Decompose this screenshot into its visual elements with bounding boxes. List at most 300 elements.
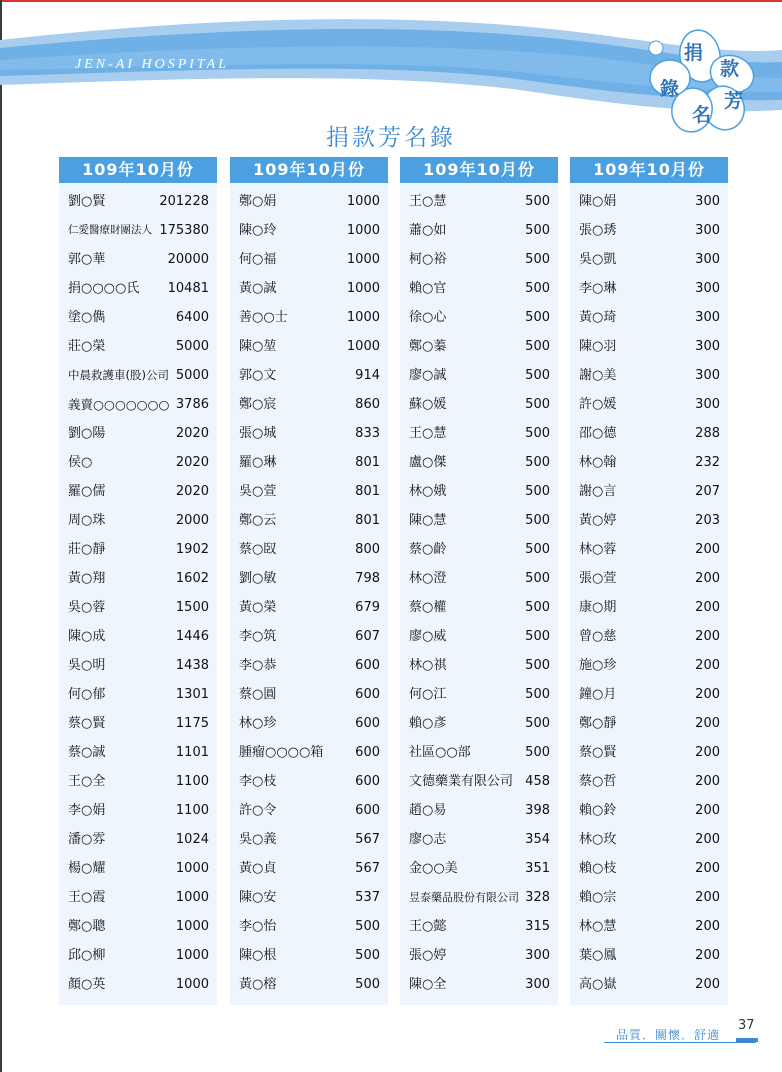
donation-amount: 1100 xyxy=(175,774,209,789)
donor-row xyxy=(59,332,217,361)
donor-name: 許○令 xyxy=(239,803,277,818)
donor-row xyxy=(230,825,388,854)
donor-name: 何○福 xyxy=(239,252,277,267)
donor-name: 莊○靜 xyxy=(68,542,106,557)
donation-amount: 1000 xyxy=(346,281,380,296)
donor-row xyxy=(570,419,728,448)
donor-row xyxy=(570,941,728,970)
donor-row xyxy=(400,477,558,506)
donor-name: 曾○慈 xyxy=(579,629,617,644)
donor-name: 趙○易 xyxy=(409,803,447,818)
donation-amount: 1000 xyxy=(346,194,380,209)
donor-row xyxy=(230,187,388,216)
donor-row xyxy=(59,419,217,448)
donor-name: 鄭○宸 xyxy=(239,397,277,412)
donor-row xyxy=(230,274,388,303)
donor-name: 柯○裕 xyxy=(409,252,447,267)
donor-name: 吳○蓉 xyxy=(68,600,106,615)
donation-amount: 500 xyxy=(525,745,550,760)
donor-row xyxy=(400,332,558,361)
donor-row xyxy=(400,448,558,477)
donation-amount: 1902 xyxy=(175,542,209,557)
donor-name: 王○慧 xyxy=(409,426,447,441)
donation-amount: 201228 xyxy=(159,194,209,209)
donor-name: 王○懿 xyxy=(409,919,447,934)
donor-row xyxy=(570,274,728,303)
donor-name: 李○恭 xyxy=(239,658,277,673)
donor-name: 黃○翔 xyxy=(68,571,106,586)
page-number: 37 xyxy=(738,1018,755,1033)
donor-name: 莊○榮 xyxy=(68,339,106,354)
donor-name: 羅○琳 xyxy=(239,455,277,470)
donor-name: 中晨救護車(股)公司 xyxy=(68,368,169,382)
donation-amount: 1000 xyxy=(175,977,209,992)
donation-amount: 798 xyxy=(355,571,380,586)
donation-amount: 500 xyxy=(525,281,550,296)
donation-amount: 354 xyxy=(525,832,550,847)
donor-row xyxy=(570,303,728,332)
donor-row xyxy=(230,477,388,506)
donation-amount: 200 xyxy=(695,774,720,789)
donation-amount: 200 xyxy=(695,832,720,847)
donation-amount: 300 xyxy=(695,252,720,267)
donor-name: 侯○ xyxy=(68,455,93,470)
donor-name: 陳○成 xyxy=(68,629,106,644)
donor-row xyxy=(400,361,558,390)
donor-column xyxy=(230,157,388,1005)
donor-row xyxy=(570,535,728,564)
donor-row xyxy=(400,912,558,941)
donor-row xyxy=(570,477,728,506)
donation-amount: 200 xyxy=(695,919,720,934)
donor-name: 張○萱 xyxy=(579,571,617,586)
donor-row xyxy=(59,564,217,593)
donor-row xyxy=(570,854,728,883)
donor-row xyxy=(59,506,217,535)
footer-slogan: 品質．關懷．舒適 xyxy=(616,1028,721,1042)
donor-name: 吳○萱 xyxy=(239,484,277,499)
donation-amount: 300 xyxy=(695,397,720,412)
donor-name: 陳○娟 xyxy=(579,194,617,209)
donor-name: 賴○官 xyxy=(409,281,447,296)
donor-name: 義賣○○○○○○○ xyxy=(68,397,170,412)
donation-amount: 300 xyxy=(525,948,550,963)
donation-amount: 1602 xyxy=(175,571,209,586)
donation-amount: 500 xyxy=(525,310,550,325)
donor-row xyxy=(570,361,728,390)
donor-name: 黃○貞 xyxy=(239,861,277,876)
donor-row xyxy=(59,448,217,477)
donation-amount: 5000 xyxy=(175,368,209,383)
donor-row xyxy=(59,912,217,941)
donation-amount: 2020 xyxy=(175,426,209,441)
donation-amount: 300 xyxy=(695,194,720,209)
left-border xyxy=(0,0,2,1072)
donor-row xyxy=(570,912,728,941)
donation-amount: 207 xyxy=(695,484,720,499)
donor-row xyxy=(59,361,217,390)
donation-amount: 232 xyxy=(695,455,720,470)
donor-name: 鄭○靜 xyxy=(579,716,617,731)
donor-row xyxy=(570,825,728,854)
donor-name: 黃○婷 xyxy=(579,513,617,528)
donor-name: 塗○儁 xyxy=(68,310,106,325)
donor-name: 鄭○云 xyxy=(239,513,277,528)
donor-name: 文德藥業有限公司 xyxy=(409,774,514,789)
donor-name: 賴○宗 xyxy=(579,890,617,905)
donation-amount: 860 xyxy=(355,397,380,412)
donor-row xyxy=(230,651,388,680)
donor-row xyxy=(59,854,217,883)
donation-amount: 300 xyxy=(695,310,720,325)
donation-amount: 600 xyxy=(355,687,380,702)
donor-row xyxy=(400,767,558,796)
hospital-name: JEN-AI HOSPITAL xyxy=(75,57,229,72)
donation-amount: 200 xyxy=(695,542,720,557)
donor-row xyxy=(59,622,217,651)
donation-amount: 200 xyxy=(695,803,720,818)
donor-row xyxy=(400,854,558,883)
donor-row xyxy=(400,825,558,854)
donation-amount: 500 xyxy=(355,977,380,992)
donor-name: 蔡○賢 xyxy=(579,745,617,760)
donor-row xyxy=(230,448,388,477)
donor-row xyxy=(230,796,388,825)
donor-row xyxy=(230,332,388,361)
donor-name: 徐○心 xyxy=(409,310,447,325)
donor-row xyxy=(59,738,217,767)
donor-row xyxy=(400,796,558,825)
donor-row xyxy=(59,593,217,622)
donor-row xyxy=(570,245,728,274)
page-title: 捐款芳名錄 xyxy=(326,125,456,151)
donation-amount: 801 xyxy=(355,455,380,470)
donor-name: 施○珍 xyxy=(579,658,617,673)
donation-amount: 1000 xyxy=(346,223,380,238)
donation-amount: 5000 xyxy=(175,339,209,354)
badge-char: 名 xyxy=(692,104,712,126)
donation-amount: 6400 xyxy=(175,310,209,325)
donor-name: 王○全 xyxy=(68,774,106,789)
donation-amount: 607 xyxy=(355,629,380,644)
donor-row xyxy=(230,216,388,245)
donor-name: 李○怡 xyxy=(239,919,277,934)
donor-name: 王○慧 xyxy=(409,194,447,209)
donation-amount: 914 xyxy=(355,368,380,383)
donor-row xyxy=(570,564,728,593)
donation-amount: 1446 xyxy=(175,629,209,644)
donor-row xyxy=(400,245,558,274)
donor-row xyxy=(570,796,728,825)
donor-rows xyxy=(59,183,217,999)
badge-char: 款 xyxy=(720,58,740,80)
donor-row xyxy=(59,535,217,564)
donation-amount: 537 xyxy=(355,890,380,905)
donor-row xyxy=(400,680,558,709)
donor-name: 康○期 xyxy=(579,600,617,615)
donation-amount: 500 xyxy=(525,194,550,209)
donor-name: 鐘○月 xyxy=(579,687,617,702)
donor-row xyxy=(400,390,558,419)
donor-name: 陳○玲 xyxy=(239,223,277,238)
donation-amount: 300 xyxy=(695,223,720,238)
donation-amount: 1000 xyxy=(346,252,380,267)
donor-row xyxy=(230,912,388,941)
donation-amount: 600 xyxy=(355,803,380,818)
donor-column xyxy=(570,157,728,1005)
donor-name: 李○筑 xyxy=(239,629,277,644)
donation-amount: 1000 xyxy=(175,948,209,963)
donor-name: 陳○堃 xyxy=(239,339,277,354)
donor-row xyxy=(570,216,728,245)
donor-name: 陳○安 xyxy=(239,890,277,905)
donor-row xyxy=(570,390,728,419)
donor-name: 善○○士 xyxy=(239,310,288,325)
donor-name: 林○澄 xyxy=(409,571,447,586)
donor-row xyxy=(570,448,728,477)
donation-amount: 20000 xyxy=(167,252,209,267)
donation-amount: 500 xyxy=(525,252,550,267)
donation-amount: 500 xyxy=(525,716,550,731)
donation-amount: 1000 xyxy=(346,339,380,354)
donation-amount: 300 xyxy=(525,977,550,992)
donor-row xyxy=(570,332,728,361)
donor-name: 張○城 xyxy=(239,426,277,441)
donor-name: 周○珠 xyxy=(68,513,106,528)
donor-row xyxy=(230,361,388,390)
donor-row xyxy=(570,709,728,738)
donor-row xyxy=(230,883,388,912)
footer-divider xyxy=(604,1042,756,1043)
donor-row xyxy=(59,970,217,999)
donation-amount: 1100 xyxy=(175,803,209,818)
donor-row xyxy=(230,622,388,651)
donation-amount: 500 xyxy=(525,542,550,557)
donor-row xyxy=(570,622,728,651)
donation-amount: 679 xyxy=(355,600,380,615)
badge-char: 芳 xyxy=(724,90,744,112)
donation-amount: 1000 xyxy=(346,310,380,325)
donation-amount: 200 xyxy=(695,861,720,876)
donation-amount: 1500 xyxy=(175,600,209,615)
donor-name: 許○媛 xyxy=(579,397,617,412)
column-header: 109年10月份 xyxy=(230,157,388,183)
footer-accent-bar xyxy=(736,1038,758,1042)
donor-row xyxy=(230,767,388,796)
donation-amount: 300 xyxy=(695,339,720,354)
donation-amount: 600 xyxy=(355,745,380,760)
donor-name: 蔡○誠 xyxy=(68,745,106,760)
donor-name: 林○翰 xyxy=(579,455,617,470)
donor-name: 金○○美 xyxy=(409,861,458,876)
donor-name: 何○郁 xyxy=(68,687,106,702)
donor-row xyxy=(400,738,558,767)
donor-name: 蘇○媛 xyxy=(409,397,447,412)
donation-amount: 1101 xyxy=(175,745,209,760)
donor-name: 吳○凱 xyxy=(579,252,617,267)
donor-row xyxy=(400,970,558,999)
donor-row xyxy=(400,419,558,448)
donor-name: 仁愛醫療財團法人 xyxy=(68,224,152,236)
donor-row xyxy=(400,274,558,303)
donor-name: 社區○○部 xyxy=(409,745,471,760)
donor-row xyxy=(400,941,558,970)
donor-name: 黃○榕 xyxy=(239,977,277,992)
donor-name: 蔡○齡 xyxy=(409,542,447,557)
donor-name: 劉○敏 xyxy=(239,571,277,586)
donation-amount: 315 xyxy=(525,919,550,934)
donation-amount: 1024 xyxy=(175,832,209,847)
donation-amount: 1000 xyxy=(175,861,209,876)
donor-name: 蔡○賢 xyxy=(68,716,106,731)
donor-row xyxy=(400,622,558,651)
donor-row xyxy=(400,506,558,535)
donor-name: 黃○誠 xyxy=(239,281,277,296)
donor-name: 謝○美 xyxy=(579,368,617,383)
donor-name: 吳○義 xyxy=(239,832,277,847)
donor-name: 何○江 xyxy=(409,687,447,702)
donor-name: 鄭○蓁 xyxy=(409,339,447,354)
donor-row xyxy=(570,738,728,767)
donor-rows xyxy=(400,183,558,999)
donor-row xyxy=(570,506,728,535)
donor-row xyxy=(59,274,217,303)
donor-name: 腫瘤○○○○箱 xyxy=(239,745,324,760)
donor-row xyxy=(59,709,217,738)
donor-row xyxy=(230,564,388,593)
donor-name: 邱○柳 xyxy=(68,948,106,963)
donation-amount: 288 xyxy=(695,426,720,441)
donor-name: 潘○雰 xyxy=(68,832,106,847)
donor-name: 李○娟 xyxy=(68,803,106,818)
donor-name: 吳○明 xyxy=(68,658,106,673)
donor-row xyxy=(59,187,217,216)
donation-amount: 800 xyxy=(355,542,380,557)
donor-row xyxy=(230,303,388,332)
donor-row xyxy=(230,245,388,274)
donation-amount: 1301 xyxy=(175,687,209,702)
donation-amount: 500 xyxy=(525,687,550,702)
donor-row xyxy=(230,506,388,535)
donor-name: 蔡○臤 xyxy=(239,542,277,557)
donor-name: 郭○文 xyxy=(239,368,277,383)
donor-row xyxy=(400,535,558,564)
donor-name: 陳○羽 xyxy=(579,339,617,354)
donor-name: 邵○德 xyxy=(579,426,617,441)
donation-amount: 200 xyxy=(695,745,720,760)
column-header: 109年10月份 xyxy=(400,157,558,183)
donor-row xyxy=(59,883,217,912)
donor-row xyxy=(230,854,388,883)
donor-row xyxy=(59,303,217,332)
donation-amount: 500 xyxy=(525,368,550,383)
donation-amount: 567 xyxy=(355,832,380,847)
donation-amount: 300 xyxy=(695,368,720,383)
donation-amount: 2020 xyxy=(175,455,209,470)
donation-amount: 203 xyxy=(695,513,720,528)
donation-amount: 500 xyxy=(525,484,550,499)
donor-row xyxy=(400,564,558,593)
donor-name: 昱泰藥品股份有限公司 xyxy=(409,891,519,904)
badge-char: 捐 xyxy=(684,42,704,64)
donation-amount: 567 xyxy=(355,861,380,876)
donor-row xyxy=(400,651,558,680)
donation-amount: 200 xyxy=(695,716,720,731)
donor-row xyxy=(230,738,388,767)
donation-amount: 1000 xyxy=(175,919,209,934)
donor-name: 蔡○哲 xyxy=(579,774,617,789)
donation-amount: 500 xyxy=(525,455,550,470)
donor-row xyxy=(59,680,217,709)
donation-amount: 600 xyxy=(355,716,380,731)
donor-row xyxy=(570,651,728,680)
donor-rows xyxy=(230,183,388,999)
donor-name: 陳○慧 xyxy=(409,513,447,528)
donor-row xyxy=(230,941,388,970)
donor-row xyxy=(59,477,217,506)
donor-row xyxy=(230,709,388,738)
donation-amount: 3786 xyxy=(175,397,209,412)
donor-row xyxy=(400,709,558,738)
donor-name: 張○婷 xyxy=(409,948,447,963)
donation-amount: 200 xyxy=(695,977,720,992)
donor-name: 鄭○聰 xyxy=(68,919,106,934)
donor-row xyxy=(570,883,728,912)
donor-name: 李○枝 xyxy=(239,774,277,789)
donor-name: 張○琇 xyxy=(579,223,617,238)
donation-amount: 351 xyxy=(525,861,550,876)
donor-row xyxy=(230,680,388,709)
donor-name: 李○琳 xyxy=(579,281,617,296)
donor-name: 楊○耀 xyxy=(68,861,106,876)
donor-row xyxy=(570,680,728,709)
donation-amount: 328 xyxy=(525,890,550,905)
donation-amount: 500 xyxy=(525,600,550,615)
donation-amount: 500 xyxy=(525,513,550,528)
donor-name: 林○娥 xyxy=(409,484,447,499)
donor-rows xyxy=(570,183,728,999)
donor-row xyxy=(59,825,217,854)
donor-name: 黃○榮 xyxy=(239,600,277,615)
donor-name: 盧○傑 xyxy=(409,455,447,470)
donor-column xyxy=(59,157,217,1005)
donor-row xyxy=(400,216,558,245)
badge-char: 錄 xyxy=(660,78,680,100)
donor-row xyxy=(59,796,217,825)
donor-name: 蔡○權 xyxy=(409,600,447,615)
donor-name: 廖○誠 xyxy=(409,368,447,383)
donor-row xyxy=(230,535,388,564)
donor-name: 陳○全 xyxy=(409,977,447,992)
donation-amount: 600 xyxy=(355,774,380,789)
donor-row xyxy=(400,303,558,332)
donor-name: 賴○彥 xyxy=(409,716,447,731)
donor-name: 鄭○娟 xyxy=(239,194,277,209)
donor-name: 黃○琦 xyxy=(579,310,617,325)
donor-name: 陳○根 xyxy=(239,948,277,963)
donor-name: 葉○鳳 xyxy=(579,948,617,963)
donor-name: 郭○華 xyxy=(68,252,106,267)
donor-row xyxy=(230,970,388,999)
donor-name: 林○祺 xyxy=(409,658,447,673)
donor-name: 廖○志 xyxy=(409,832,447,847)
donor-name: 劉○陽 xyxy=(68,426,106,441)
donation-amount: 600 xyxy=(355,658,380,673)
donation-amount: 200 xyxy=(695,571,720,586)
donor-name: 顏○英 xyxy=(68,977,106,992)
donation-amount: 200 xyxy=(695,948,720,963)
donation-amount: 1438 xyxy=(175,658,209,673)
